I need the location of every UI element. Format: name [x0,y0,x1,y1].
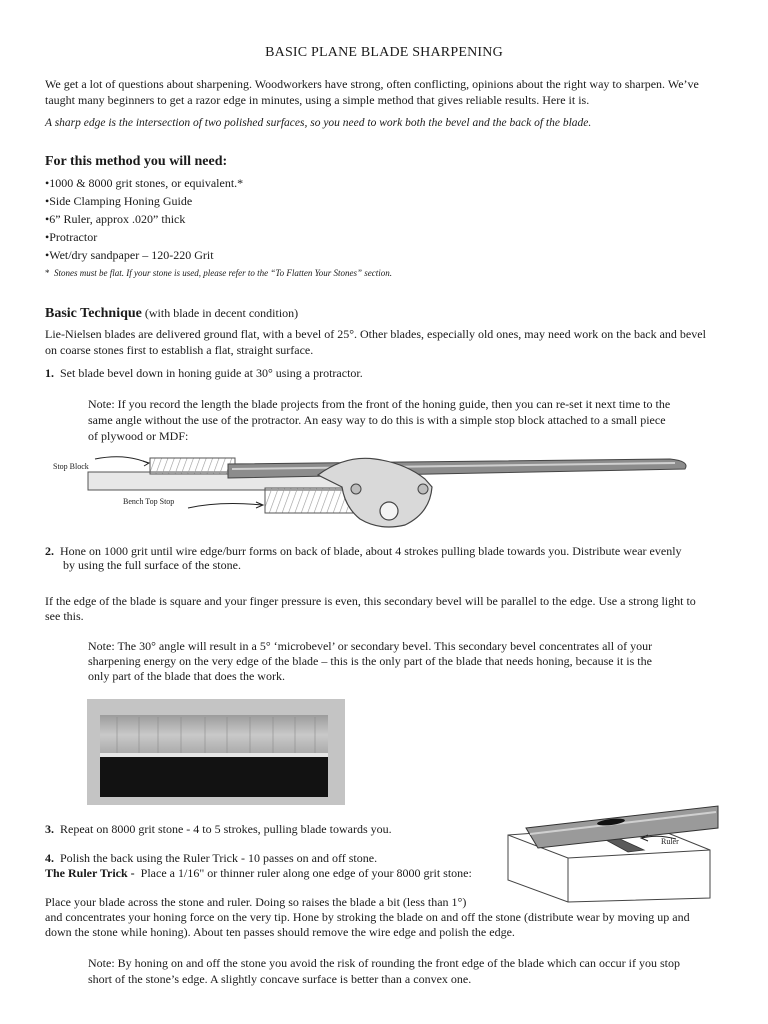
place-line-3: down the stone while honing). About ten passes should remove the wire edge and polish the edge. [45,925,515,939]
note-3-line-1: Note: By honing on and off the stone you avoid the risk of rounding the front edge of the blade which can occur if you stop [88,956,680,970]
intro-line-2: taught many beginners to get a razor edge in minutes, using a simple method that gives reliable results. Here it is. [45,93,590,107]
square-line-2: see this. [45,609,84,623]
microbevel-photo [87,699,345,805]
footnote: Stones must be flat. If your stone is used, please refer to the “To Flatten Your Stones” section. [54,268,392,278]
step-4 [45,850,377,866]
footnote-star: * [45,268,50,278]
blade-bevel [100,715,328,755]
place-line-1: Place your blade across the stone and ruler. Doing so raises the blade a bit (less than 1°) [45,895,467,909]
technique-heading: Basic Technique [45,306,142,321]
step-3 [45,821,392,837]
step-2-line-1: Hone on 1000 grit until wire edge/burr forms on back of blade, about 4 strokes pulling blade towards you. Distribute wear evenly [60,544,682,558]
needs-item: •Wet/dry sandpaper – 120-220 Grit [45,248,214,262]
guide-wheel-icon [380,502,398,520]
ruler-trick-heading: The Ruler Trick - [45,866,135,880]
needs-item: •1000 & 8000 grit stones, or equivalent.* [45,176,244,190]
stop-block [150,458,235,474]
step-2-line-2: by using the full surface of the stone. [63,558,241,572]
needs-item: •Side Clamping Honing Guide [45,194,193,208]
step-1-note-line-1: Note: If you record the length the blade projects from the front of the honing guide, then you can re-set it next time to the [88,397,671,411]
blade-back [100,757,328,797]
step-3-number: 3. [45,822,54,836]
step-1-number: 1. [45,366,54,380]
guide-screw-icon [351,484,361,494]
label-ruler: Ruler [661,837,679,846]
step-1-note-line-2: same angle without the use of the protractor. An easy way to do this is with a simple stop block attached to a small piece [88,413,666,427]
intro-italic: A sharp edge is the intersection of two polished surfaces, so you need to work both the bevel and the back of the blade. [45,117,592,129]
step-1-note-line-3: of plywood or MDF: [88,429,189,443]
place-line-2: and concentrates your honing force on the very tip. Hone by stroking the blade on and off the stone (distribute wear by moving up and [45,910,690,924]
step-4-text: Polish the back using the Ruler Trick - 10 passes on and off stone. [60,851,378,865]
ruler-trick-text: Place a 1/16" or thinner ruler along one edge of your 8000 grit stone: [140,866,472,880]
note-2-line-2: sharpening energy on the very edge of the blade – this is the only part of the blade that needs honing, because it is the [88,654,652,668]
note-2-line-1: Note: The 30° angle will result in a 5° ‘microbevel’ or secondary bevel. This secondary bevel concentrates all of your [88,639,653,653]
label-stop-block: Stop Block [53,462,89,471]
step-3-text: Repeat on 8000 grit stone - 4 to 5 strokes, pulling blade towards you. [60,822,392,836]
technique-heading-suffix: (with blade in decent condition) [141,306,299,320]
note-3-line-2: short of the stone’s edge. A slightly concave surface is better than a convex one. [88,972,472,986]
bench-stop-arrow [188,504,262,508]
note-2-line-3: only part of the blade that does the work. [88,669,285,683]
arrow-head-icon [143,461,149,466]
technique-heading-line [45,306,298,322]
guide-screw-icon [418,484,428,494]
ruler-trick-diagram [498,790,724,906]
ruler-trick-line [45,865,472,881]
technique-para-line-2: on coarse stones first to establish a flat, straight surface. [45,343,314,357]
microbevel-edge [100,753,328,757]
step-1-text: Set blade bevel down in honing guide at 30° using a protractor. [60,366,363,380]
stop-block-arrow [95,457,148,463]
needs-item: •Protractor [45,230,98,244]
page-title: BASIC PLANE BLADE SHARPENING [265,45,503,60]
needs-heading: For this method you will need: [45,154,228,169]
label-bench-top-stop: Bench Top Stop [123,497,175,506]
intro-line-1: We get a lot of questions about sharpening. Woodworkers have strong, often conflicting, opinions about the right way to sharpen. We’ve [45,77,699,91]
step-4-number: 4. [45,851,54,865]
step-2-number: 2. [45,544,54,558]
technique-para-line-1: Lie-Nielsen blades are delivered ground flat, with a bevel of 25°. Other blades, especially old ones, may need work on the back and bevel [45,327,706,341]
step-1 [45,365,363,381]
honing-guide-diagram [0,445,768,535]
square-line-1: If the edge of the blade is square and your finger pressure is even, this secondary bevel will be parallel to the edge. Use a strong light to [45,594,696,608]
needs-item: •6” Ruler, approx .020” thick [45,212,186,226]
